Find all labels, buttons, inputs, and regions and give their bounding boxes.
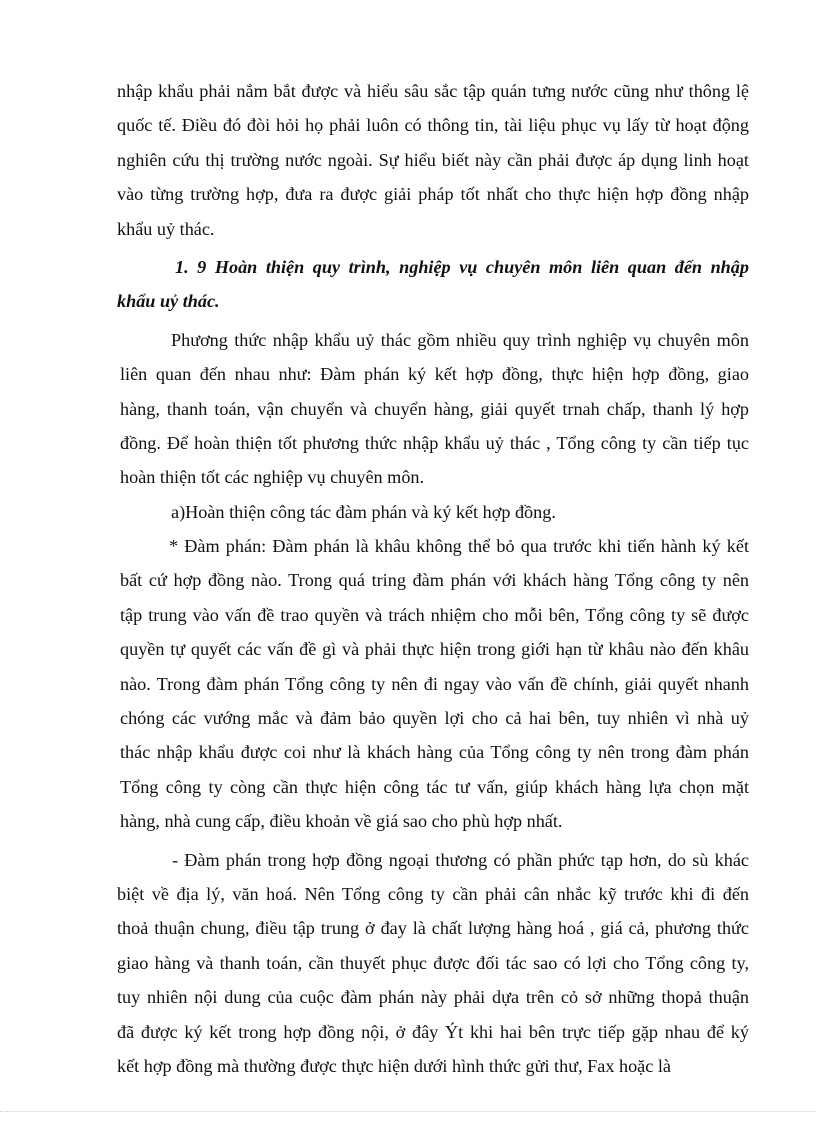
heading-line: khẩu uỷ thác. bbox=[117, 291, 220, 312]
text-line: hàng, nhà cung cấp, điều khoản về giá sao cho phù hợp nhất. bbox=[120, 811, 563, 832]
document-page bbox=[117, 74, 749, 1083]
paragraph-continuation bbox=[117, 74, 749, 246]
paragraph-foreign-trade bbox=[117, 843, 749, 1084]
text-line: liên quan đến nhau như: Đàm phán ký kết hợp đồng, thực hiện hợp đồng, giao bbox=[120, 364, 749, 385]
text-line: * Đàm phán: Đàm phán là khâu không thể bỏ qua trước khi tiến hành ký kết bbox=[169, 536, 749, 557]
text-line: khẩu uỷ thác. bbox=[117, 218, 215, 239]
text-line: đồng. Để hoàn thiện tốt phương thức nhập khẩu uỷ thác , Tổng công ty cần tiếp tục bbox=[120, 432, 749, 453]
text-line: hoàn thiện tốt các nghiệp vụ chuyên môn. bbox=[120, 467, 425, 488]
subsection-heading: a)Hoàn thiện công tác đàm phán và ký kết hợp đồng. bbox=[171, 501, 556, 522]
text-line: Tổng công ty còng cần thực hiện công tác tư vấn, giúp khách hàng lựa chọn mặt bbox=[120, 776, 749, 797]
text-line: quốc tế. Điều đó đòi hỏi họ phải luôn có thông tin, tài liệu phục vụ lấy từ hoạt động bbox=[117, 115, 749, 136]
text-line: nhập khẩu phải nắm bắt được và hiểu sâu sắc tập quán tưng nước cũng như thông lệ bbox=[117, 81, 749, 101]
text-line: bất cứ hợp đồng nào. Trong quá tring đàm phán với khách hàng Tổng công ty nên bbox=[120, 570, 749, 591]
text-line: Phương thức nhập khẩu uỷ thác gồm nhiều quy trình nghiệp vụ chuyên môn bbox=[171, 329, 749, 350]
text-line: - Đàm phán trong hợp đồng ngoại thương có phần phức tạp hơn, do sù khác bbox=[172, 849, 749, 870]
text-line: nghiên cứu thị trường nước ngoài. Sự hiểu biết này cần phải được áp dụng linh hoạt bbox=[117, 149, 749, 170]
text-line: kết hợp đồng mà thường được thực hiện dưới hình thức gửi thư, Fax hoặc là bbox=[117, 1055, 671, 1076]
page-bottom-border bbox=[0, 1111, 816, 1112]
section-heading bbox=[117, 250, 749, 319]
text-line: tập trung vào vấn đề trao quyền và trách nhiệm cho mỗi bên, Tổng công ty sẽ được bbox=[120, 604, 749, 625]
text-line: nào. Trong đàm phán Tổng công ty nên đi ngay vào vấn đề chính, giải quyết nhanh bbox=[120, 673, 749, 694]
paragraph-intro bbox=[117, 323, 749, 495]
text-line: giao hàng và thanh toán, cần thuyết phục được đối tác sao có lợi cho Tổng công ty, bbox=[117, 952, 749, 973]
text-line: quyền tự quyết các vấn đề gì và phải thực hiện trong giới hạn từ khâu nào đến khâu bbox=[120, 639, 749, 660]
text-line: thác nhập khẩu được coi như là khách hàng của Tổng công ty nên trong đàm phán bbox=[120, 742, 749, 763]
text-line: đã được ký kết trong hợp đồng nội, ở đây Ýt khi hai bên trực tiếp gặp nhau để ký bbox=[117, 1021, 749, 1042]
text-line: biệt về địa lý, văn hoá. Nên Tổng công ty cần phải cân nhắc kỹ trước khi đi đến bbox=[117, 883, 749, 904]
heading-line: 1. 9 Hoàn thiện quy trình, nghiệp vụ chuyên môn liên quan đến nhập bbox=[175, 256, 749, 277]
text-line: hàng, thanh toán, vận chuyển và chuyển hàng, giải quyết trnah chấp, thanh lý hợp bbox=[120, 398, 749, 419]
text-line: thoả thuận chung, điều tập trung ở đay là chất lượng hàng hoá , giá cả, phương thức bbox=[117, 918, 749, 939]
text-line: vào từng trường hợp, đưa ra được giải pháp tốt nhất cho thực hiện hợp đồng nhập bbox=[117, 184, 749, 205]
text-line: chóng các vướng mắc và đảm bảo quyền lợi cho cả hai bên, tuy nhiên vì nhà uỷ bbox=[120, 708, 749, 729]
text-line: tuy nhiên nội dung của cuộc đàm phán này phải dựa trên cỏ sở những thopả thuận bbox=[117, 987, 749, 1008]
paragraph-negotiation bbox=[117, 529, 749, 839]
